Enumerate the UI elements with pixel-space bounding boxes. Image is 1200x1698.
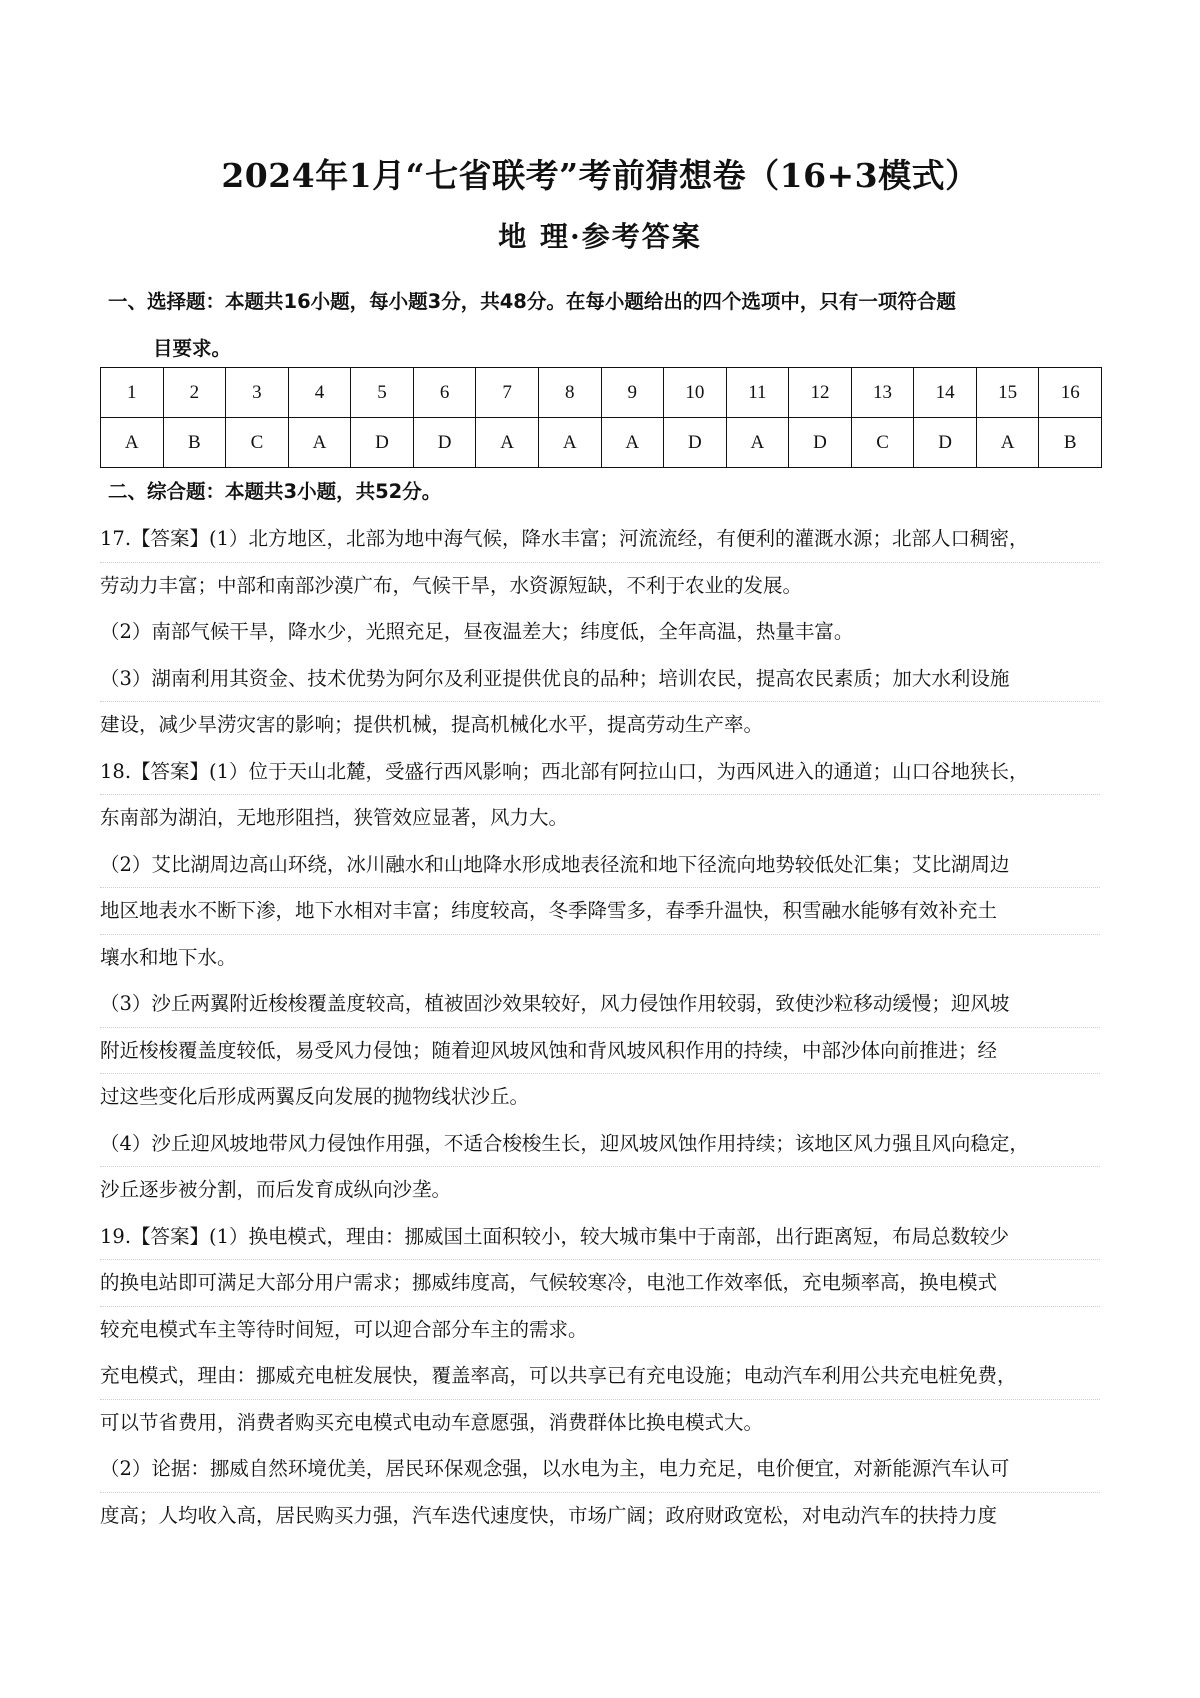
paragraph-line: （2）论据：挪威自然环境优美，居民环保观念强，以水电为主，电力充足，电价便宜，对新能源汽车认可 bbox=[100, 1446, 1100, 1493]
paragraph-line: 过这些变化后形成两翼反向发展的抛物线状沙丘。 bbox=[100, 1085, 530, 1108]
paragraph-line: 地区地表水不断下渗，地下水相对丰富；纬度较高，冬季降雪多，春季升温快，积雪融水能够有效补充土 bbox=[100, 888, 1100, 935]
paragraph-line: 建设，减少旱涝灾害的影响；提供机械，提高机械化水平，提高劳动生产率。 bbox=[100, 713, 764, 736]
question-number-cell: 4 bbox=[288, 368, 351, 418]
paragraph-line: 度高；人均收入高，居民购买力强，汽车迭代速度快，市场广阔；政府财政宽松，对电动汽车的扶持力度 bbox=[100, 1503, 998, 1527]
paragraph-line: 劳动力丰富；中部和南部沙漠广布，气候干旱，水资源短缺，不利于农业的发展。 bbox=[100, 573, 803, 597]
answer-table bbox=[100, 367, 1102, 468]
answer-cell: C bbox=[226, 418, 289, 468]
question-number-cell: 10 bbox=[664, 368, 727, 418]
answer-cell: B bbox=[1039, 418, 1102, 468]
question-number-cell: 1 bbox=[101, 368, 164, 418]
question-number-cell: 3 bbox=[226, 368, 289, 418]
section-1-heading-line-1: 一、选择题：本题共16小题，每小题3分，共48分。在每小题给出的四个选项中，只有一项符合题 bbox=[108, 290, 956, 313]
answer-paragraph bbox=[100, 609, 1100, 656]
question-number-cell: 15 bbox=[976, 368, 1039, 418]
page-title: 2024年1月“七省联考”考前猜想卷（16+3模式） bbox=[221, 156, 979, 195]
answer-paragraph bbox=[100, 981, 1100, 1121]
answer-cell: A bbox=[976, 418, 1039, 468]
question-number-cell: 13 bbox=[851, 368, 914, 418]
question-number-cell: 6 bbox=[413, 368, 476, 418]
question-number-cell: 14 bbox=[914, 368, 977, 418]
question-number-cell: 9 bbox=[601, 368, 664, 418]
paragraph-line: （3）沙丘两翼附近梭梭覆盖度较高，植被固沙效果较好，风力侵蚀作用较弱，致使沙粒移动缓慢；迎风坡 bbox=[100, 981, 1100, 1028]
paragraph-line: （3）湖南利用其资金、技术优势为阿尔及利亚提供优良的品种；培训农民，提高农民素质；加大水利设施 bbox=[100, 656, 1100, 703]
answer-cell: B bbox=[163, 418, 226, 468]
paragraph-line: 19.【答案】(1）换电模式，理由：挪威国土面积较小，较大城市集中于南部，出行距离短，布局总数较少 bbox=[100, 1214, 1100, 1261]
answer-paragraph bbox=[100, 1214, 1100, 1354]
answer-paragraph bbox=[100, 1121, 1100, 1214]
section-2-heading: 二、综合题：本题共3小题，共52分。 bbox=[108, 480, 442, 503]
question-number-cell: 8 bbox=[538, 368, 601, 418]
answer-paragraph bbox=[100, 1446, 1100, 1539]
paragraph-line: 较充电模式车主等待时间短，可以迎合部分车主的需求。 bbox=[100, 1317, 588, 1341]
question-number-cell: 11 bbox=[726, 368, 789, 418]
answer-cell: A bbox=[538, 418, 601, 468]
answer-cell: A bbox=[726, 418, 789, 468]
paragraph-line: （2）艾比湖周边高山环绕，冰川融水和山地降水形成地表径流和地下径流向地势较低处汇集；艾比湖周边 bbox=[100, 842, 1100, 889]
answer-cell: D bbox=[914, 418, 977, 468]
answer-paragraph bbox=[100, 842, 1100, 982]
answer-cell: A bbox=[601, 418, 664, 468]
answer-cell: A bbox=[476, 418, 539, 468]
answer-cell: A bbox=[101, 418, 164, 468]
answer-cell: D bbox=[351, 418, 414, 468]
answer-cell: D bbox=[413, 418, 476, 468]
question-number-cell: 16 bbox=[1039, 368, 1102, 418]
answer-cell: A bbox=[288, 418, 351, 468]
answer-table-number-row bbox=[101, 368, 1102, 418]
answer-paragraph bbox=[100, 1353, 1100, 1446]
paragraph-line: 18.【答案】(1）位于天山北麓，受盛行西风影响；西北部有阿拉山口，为西风进入的通道；山口谷地狭长， bbox=[100, 749, 1100, 796]
page-subtitle: 地 理·参考答案 bbox=[498, 220, 702, 253]
answer-paragraph bbox=[100, 516, 1100, 609]
paragraph-line: 可以节省费用，消费者购买充电模式电动车意愿强，消费群体比换电模式大。 bbox=[100, 1410, 764, 1434]
section-1-heading bbox=[108, 278, 1098, 372]
question-number-cell: 7 bbox=[476, 368, 539, 418]
answer-table-answer-row bbox=[101, 418, 1102, 468]
question-number-cell: 12 bbox=[789, 368, 852, 418]
question-number-cell: 5 bbox=[351, 368, 414, 418]
answer-paragraph bbox=[100, 749, 1100, 842]
paragraph-line: 17.【答案】(1）北方地区，北部为地中海气候，降水丰富；河流流经，有便利的灌溉水源；北部人口稠密， bbox=[100, 516, 1100, 563]
answer-body bbox=[100, 516, 1100, 1539]
answer-cell: D bbox=[664, 418, 727, 468]
paragraph-line: （2）南部气候干旱，降水少，光照充足，昼夜温差大；纬度低，全年高温，热量丰富。 bbox=[100, 620, 854, 643]
paragraph-line: 的换电站即可满足大部分用户需求；挪威纬度高，气候较寒冷，电池工作效率低，充电频率高，换电模式 bbox=[100, 1260, 1100, 1307]
paragraph-line: 东南部为湖泊，无地形阻挡，狭管效应显著，风力大。 bbox=[100, 806, 569, 829]
answer-cell: D bbox=[789, 418, 852, 468]
paragraph-line: 充电模式，理由：挪威充电桩发展快，覆盖率高，可以共享已有充电设施；电动汽车利用公共充电桩免费， bbox=[100, 1353, 1100, 1400]
answer-paragraph bbox=[100, 656, 1100, 749]
paragraph-line: 附近梭梭覆盖度较低，易受风力侵蚀；随着迎风坡风蚀和背风坡风积作用的持续，中部沙体向前推进；经 bbox=[100, 1028, 1100, 1075]
paragraph-line: 沙丘逐步被分割，而后发育成纵向沙垄。 bbox=[100, 1178, 452, 1201]
question-number-cell: 2 bbox=[163, 368, 226, 418]
answer-cell: C bbox=[851, 418, 914, 468]
paragraph-line: （4）沙丘迎风坡地带风力侵蚀作用强，不适合梭梭生长，迎风坡风蚀作用持续；该地区风力强且风向稳定， bbox=[100, 1121, 1100, 1168]
paragraph-line: 壤水和地下水。 bbox=[100, 945, 237, 969]
section-1-heading-line-2: 目要求。 bbox=[153, 337, 232, 360]
